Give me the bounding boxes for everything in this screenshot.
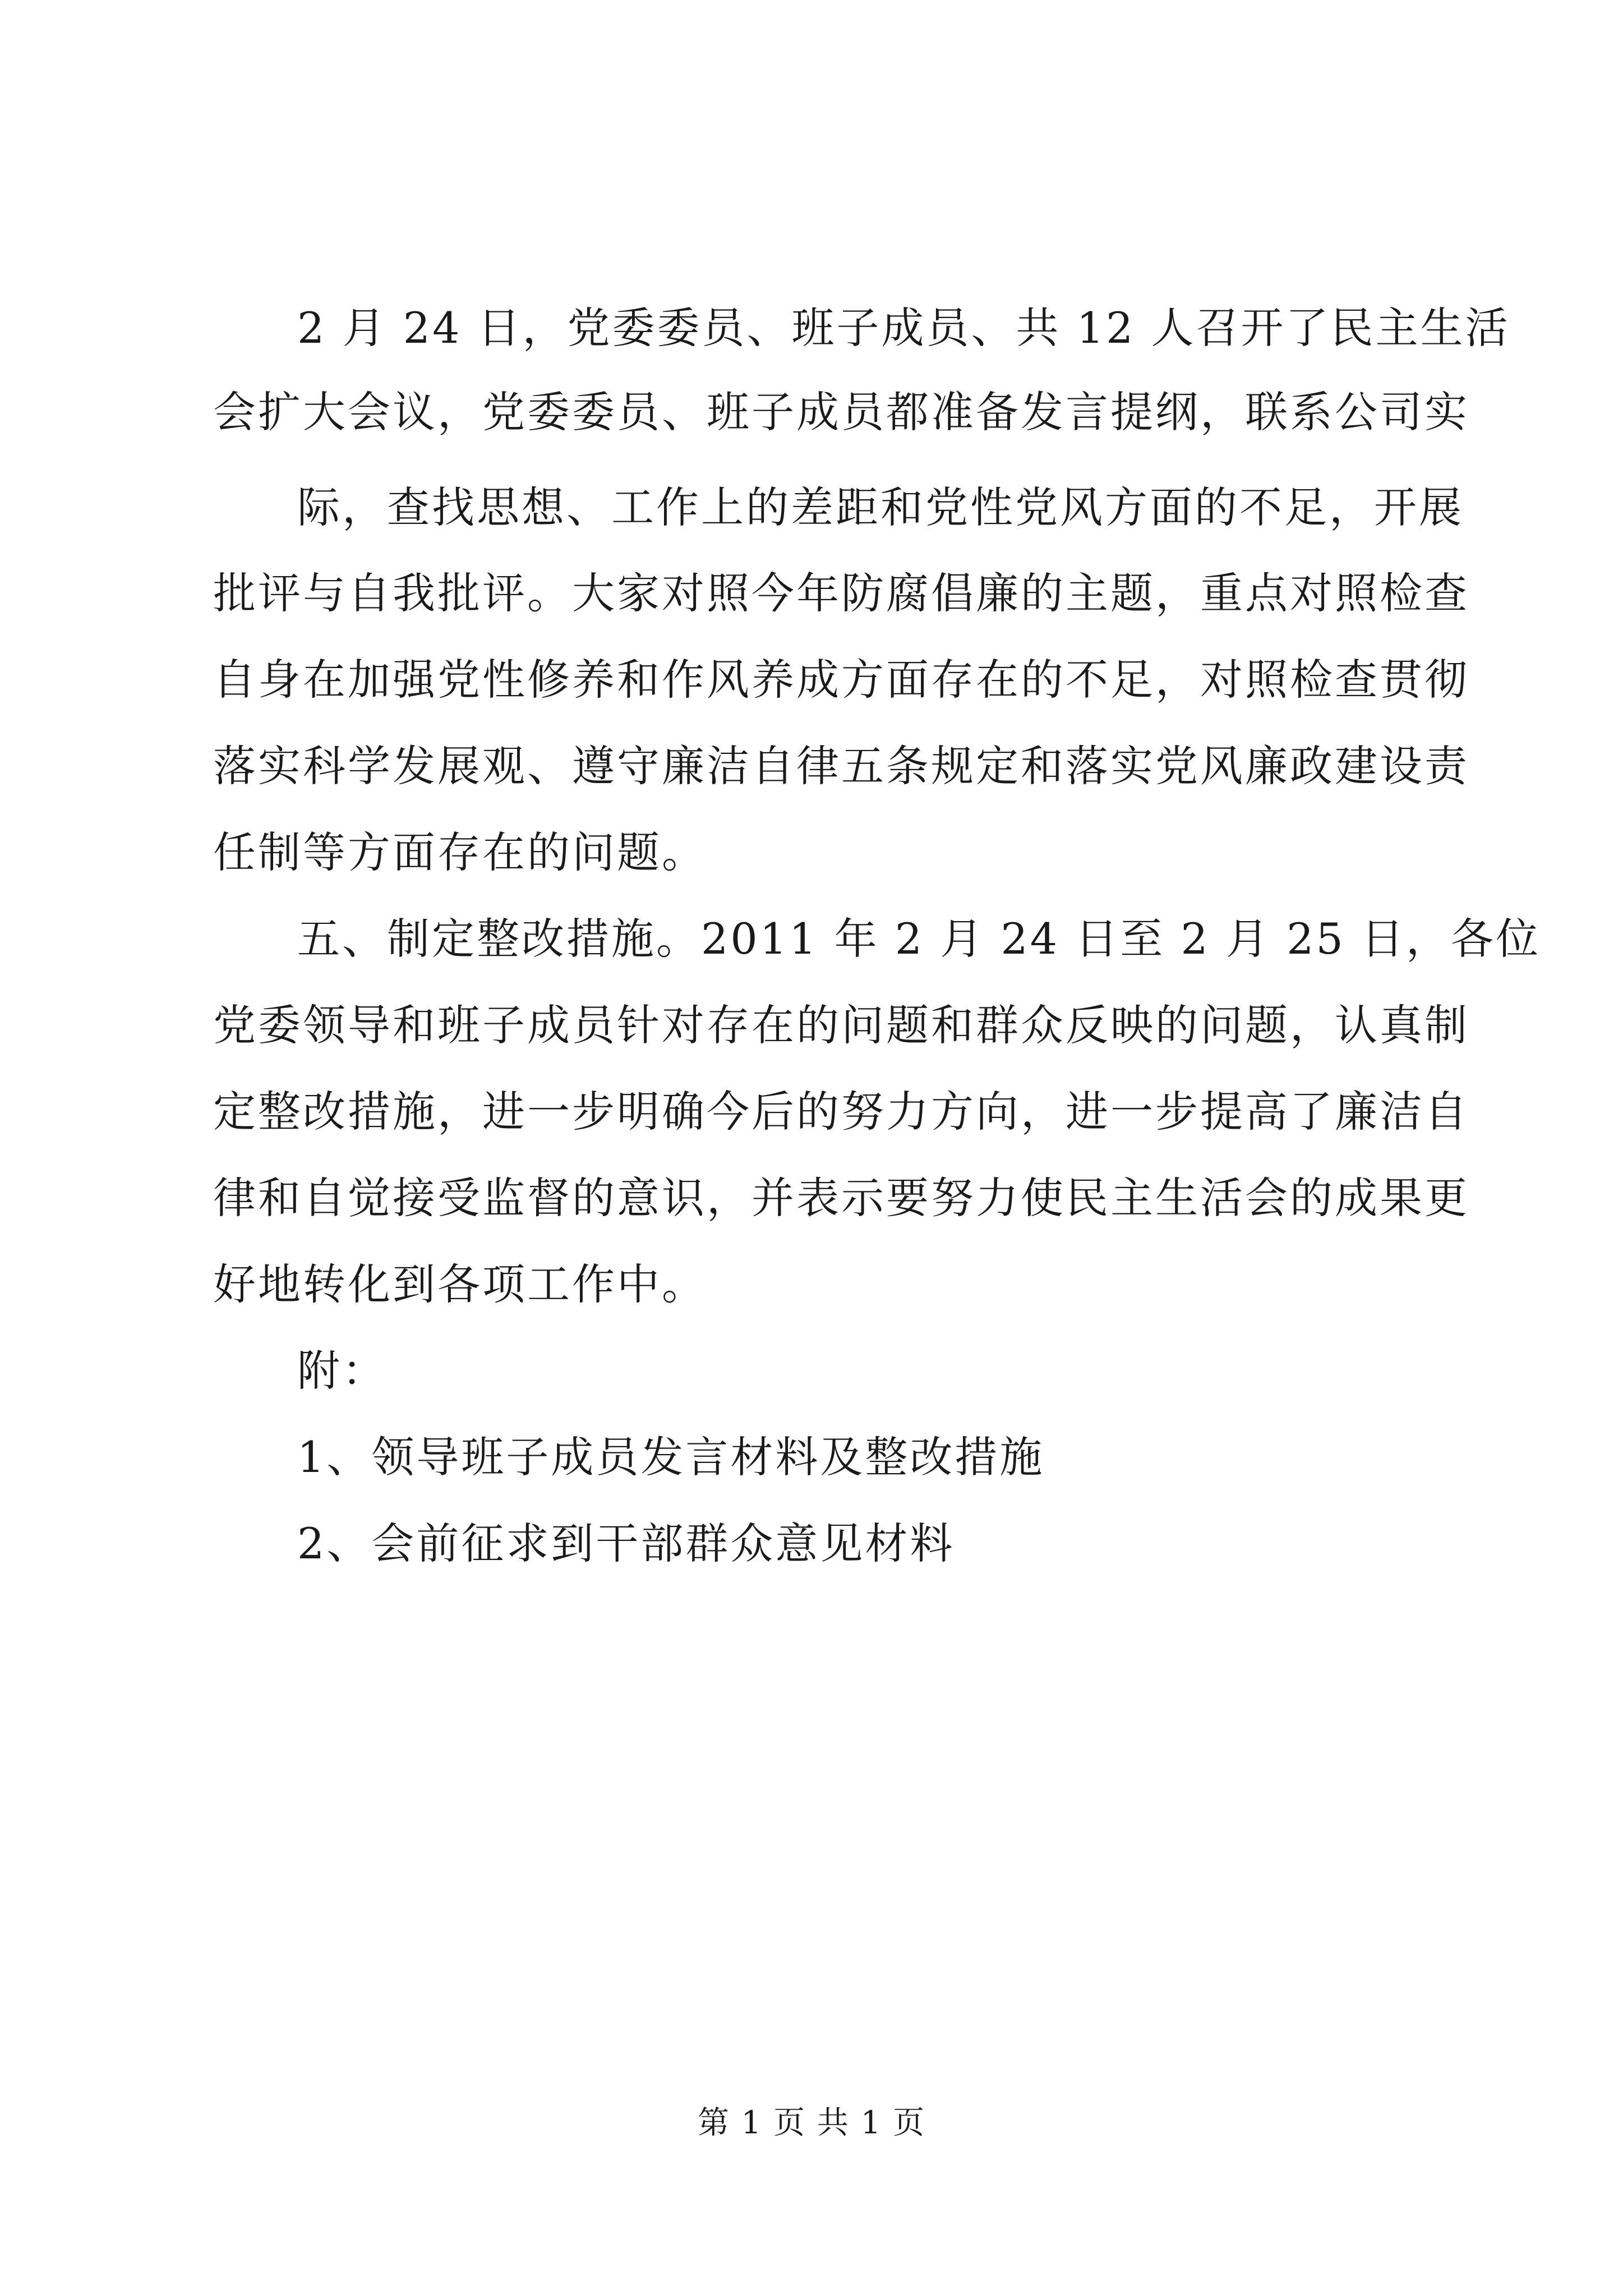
paragraph-1-line-2: 会扩大会议，党委委员、班子成员都准备发言提纲，联系公司实 — [213, 387, 1469, 437]
page-footer: 第 1 页 共 1 页 — [697, 2105, 926, 2141]
attachment-heading: 附： — [297, 1346, 387, 1396]
paragraph-1-line-1: 2 月 24 日，党委委员、班子成员、共 12 人召开了民主生活 — [297, 303, 1510, 353]
paragraph-3-line-4: 律和自觉接受监督的意识，并表示要努力使民主生活会的成果更 — [213, 1173, 1469, 1223]
attachment-item-2: 2、会前征求到干部群众意见材料 — [297, 1519, 955, 1568]
paragraph-2-line-2: 批评与自我批评。大家对照今年防腐倡廉的主题，重点对照检查 — [213, 568, 1469, 618]
paragraph-3-line-5: 好地转化到各项工作中。 — [213, 1259, 707, 1309]
paragraph-2-line-4: 落实科学发展观、遵守廉洁自律五条规定和落实党风廉政建设责 — [213, 741, 1469, 791]
paragraph-3-line-1: 五、制定整改措施。2011 年 2 月 24 日至 2 月 25 日，各位 — [297, 914, 1541, 964]
paragraph-2-line-5: 任制等方面存在的问题。 — [213, 827, 707, 877]
paragraph-2-line-1: 际，查找思想、工作上的差距和党性党风方面的不足，开展 — [297, 482, 1464, 532]
paragraph-2-line-3: 自身在加强党性修养和作风养成方面存在的不足，对照检查贯彻 — [213, 655, 1469, 705]
paragraph-3-line-3: 定整改措施，进一步明确今后的努力方向，进一步提高了廉洁自 — [213, 1087, 1469, 1137]
paragraph-3-line-2: 党委领导和班子成员针对存在的问题和群众反映的问题，认真制 — [213, 1000, 1469, 1050]
attachment-item-1: 1、领导班子成员发言材料及整改措施 — [297, 1432, 1045, 1482]
